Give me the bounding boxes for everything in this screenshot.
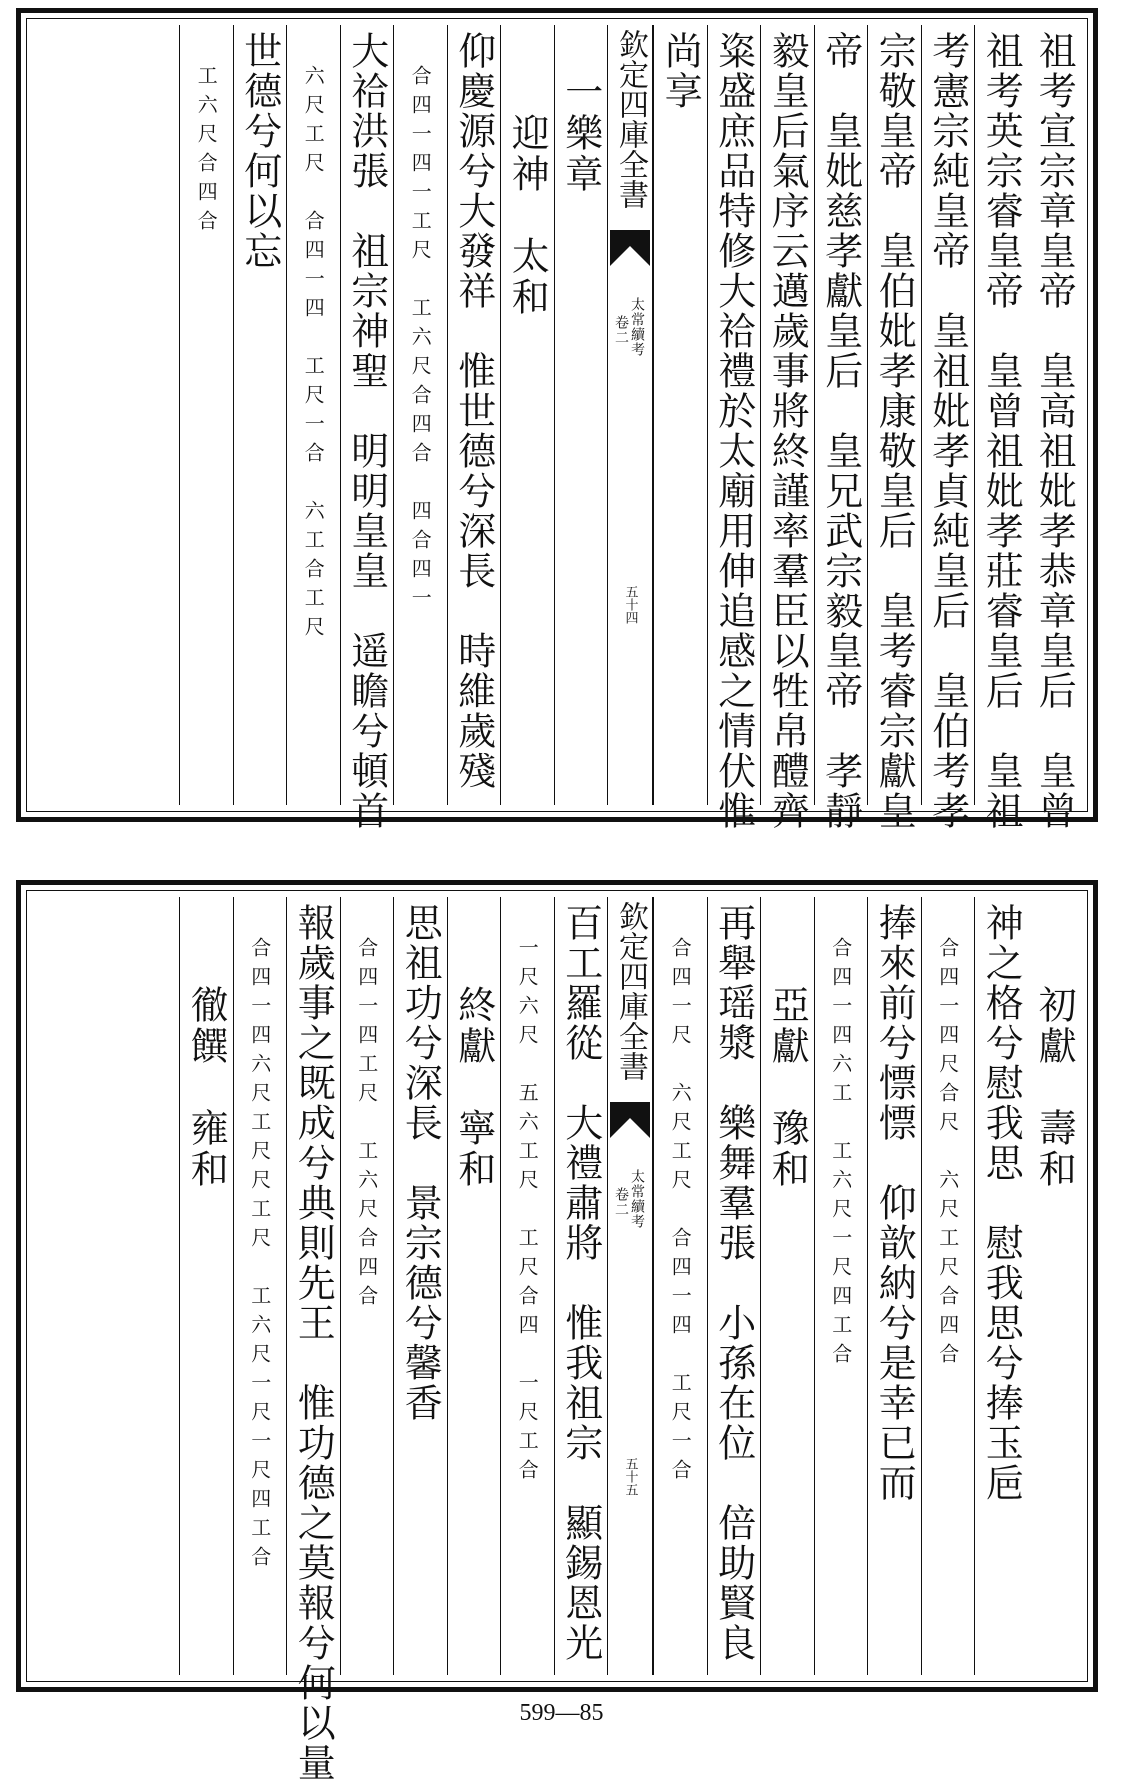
gutter-volume-number: 卷二 (613, 1187, 629, 1217)
gongche-notation: 合四一四尺合尺 六尺工尺合四合 (935, 937, 960, 1372)
text-column (760, 25, 814, 831)
lyric-text: 祖考宣宗章皇帝 皇高祖妣孝恭章皇后 皇曾 (1032, 31, 1077, 831)
gongche-notation: 合四一四六尺工尺尺工尺 工六尺一尺一尺四工合 (247, 937, 272, 1575)
lyric-text: 考憲宗純皇帝 皇祖妣孝貞純皇后 皇伯考孝 (925, 31, 970, 831)
text-column (447, 25, 501, 805)
text-column (653, 897, 707, 1675)
text-column (974, 25, 1028, 831)
page-footer-number: 599—85 (519, 1700, 604, 1726)
section-heading: 初獻 壽和 (1032, 903, 1077, 1190)
lyric-text: 帝 皇妣慈孝獻皇后 皇兄武宗毅皇帝 孝靜 (818, 31, 863, 831)
gutter-book-title: 欽定四庫全書 (613, 29, 648, 209)
lyric-text: 捧來前兮慓慓 仰歆納兮是幸已而 (872, 903, 917, 1503)
gutter-book-title: 欽定四庫全書 (613, 901, 648, 1081)
lyric-text: 百工羅從 大禮肅將 惟我祖宗 顯錫恩光 (558, 903, 603, 1663)
text-column (1028, 25, 1082, 831)
lyric-text: 報歲事之既成兮典則先王 惟功德之莫報兮何以量 (291, 903, 336, 1783)
text-column (233, 897, 287, 1675)
fish-tail-mark-icon (610, 230, 650, 266)
gongche-notation: 合四一四工尺 工六尺合四合 (354, 937, 379, 1314)
text-column (286, 897, 340, 1783)
section-heading: 一樂章 (558, 31, 603, 195)
lyric-text: 世德兮何以忘 (237, 31, 282, 271)
text-column (760, 897, 814, 1675)
center-gutter (607, 897, 653, 1675)
text-column (393, 897, 447, 1675)
text-column (867, 897, 921, 1675)
text-column (286, 25, 340, 805)
gongche-notation: 合四一尺 六尺工尺 合四一四 工尺一合 (668, 937, 693, 1488)
gongche-notation: 合四一四六工 工六尺一尺四工合 (828, 937, 853, 1372)
gutter-page-number: 五十五 (622, 1457, 638, 1496)
text-column (974, 897, 1028, 1675)
text-column (867, 25, 921, 831)
gongche-notation: 一尺六尺 五六工尺 工尺合四 一尺工合 (515, 937, 540, 1488)
section-heading: 亞獻 豫和 (765, 903, 810, 1190)
lyric-text: 祖考英宗睿皇帝 皇曾祖妣孝莊睿皇后 皇祖 (979, 31, 1024, 831)
text-column (1028, 897, 1082, 1675)
lyric-text: 仰慶源兮大發祥 惟世德兮深長 時維歲殘 (451, 31, 496, 791)
lyric-text: 毅皇后氣序云邁歲事將終謹率羣臣以牲帛醴齊 (765, 31, 810, 831)
text-column (653, 25, 707, 805)
text-column (233, 25, 287, 805)
text-column (500, 897, 554, 1675)
text-column (179, 25, 233, 805)
text-column (707, 25, 761, 831)
text-column (340, 25, 394, 831)
fish-tail-mark-icon (610, 1102, 650, 1138)
center-gutter (607, 25, 653, 805)
text-column (340, 897, 394, 1675)
text-column (554, 25, 608, 805)
gongche-notation: 合四一四一工尺 工六尺合四合 四合四一 (408, 65, 433, 616)
text-column (500, 25, 554, 805)
text-column (554, 897, 608, 1675)
gongche-notation: 工六尺合四合 (194, 65, 219, 239)
section-heading: 終獻 寧和 (451, 903, 496, 1190)
lyric-text: 粢盛庶品特修大祫禮於太廟用伸追感之情伏惟 (711, 31, 756, 831)
section-heading: 徹饌 雍和 (184, 903, 229, 1190)
text-column (921, 25, 975, 831)
section-heading: 迎神 太和 (505, 31, 550, 318)
text-column (447, 897, 501, 1675)
text-column (814, 897, 868, 1675)
lyric-text: 神之格兮慰我思 慰我思兮捧玉巵 (979, 903, 1024, 1503)
lyric-text: 思祖功兮深長 景宗德兮馨香 (398, 903, 443, 1423)
lyric-text: 大祫洪張 祖宗神聖 明明皇皇 遥瞻兮頓首 (344, 31, 389, 831)
lyric-text: 尚享 (658, 31, 703, 111)
text-column (707, 897, 761, 1675)
top-page-columns (33, 25, 1081, 831)
gutter-volume-number: 卷二 (613, 315, 629, 345)
text-column (814, 25, 868, 831)
text-column (921, 897, 975, 1675)
gutter-volume-title: 太常續考 (629, 1169, 645, 1229)
lyric-text: 宗敬皇帝 皇伯妣孝康敬皇后 皇考睿宗獻皇 (872, 31, 917, 831)
gutter-page-number: 五十四 (622, 585, 638, 624)
gutter-volume-title: 太常續考 (629, 297, 645, 357)
text-column (179, 897, 233, 1675)
lyric-text: 再舉瑶漿 樂舞羣張 小孫在位 倍助賢良 (711, 903, 756, 1663)
gongche-notation: 六尺工尺 合四一四 工尺一合 六工合工尺 (301, 65, 326, 645)
text-column (393, 25, 447, 805)
top-page (16, 8, 1098, 831)
